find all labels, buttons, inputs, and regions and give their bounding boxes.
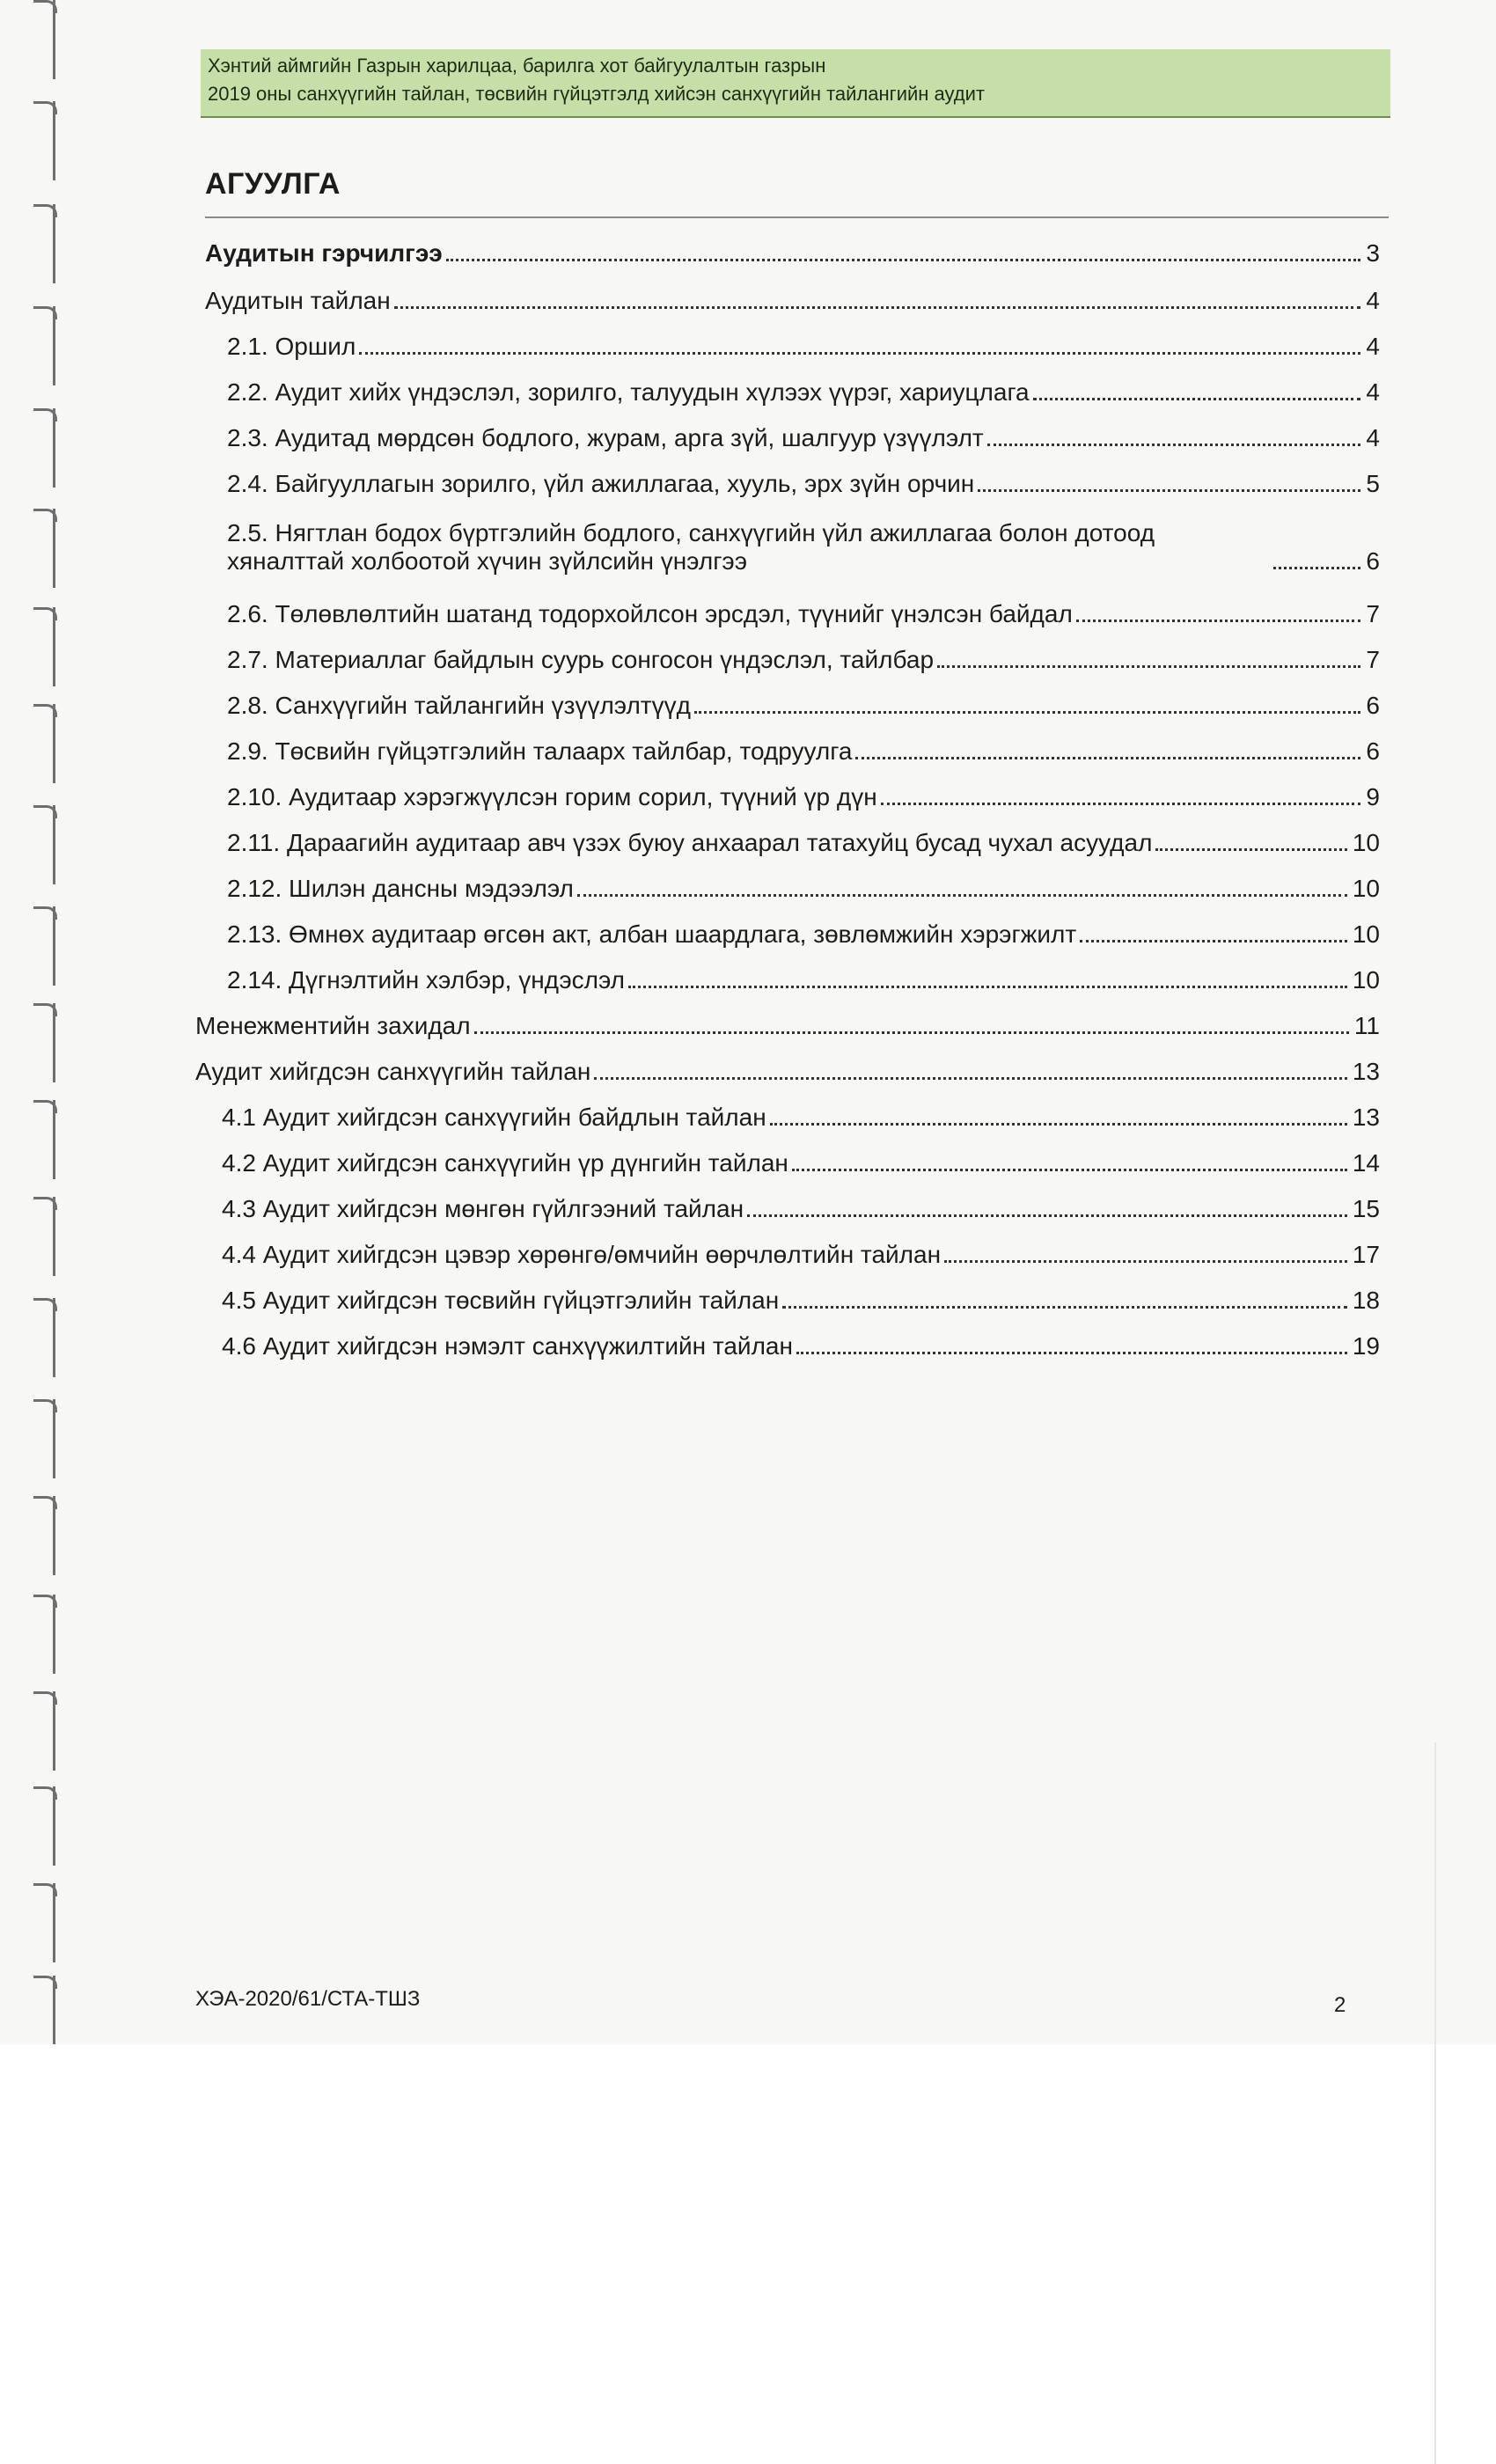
toc-entry-page: 7 xyxy=(1366,646,1380,673)
leader-dots xyxy=(1273,567,1360,569)
toc-entry-page: 5 xyxy=(1366,470,1380,497)
toc-entry-page: 9 xyxy=(1366,783,1380,810)
leader-dots xyxy=(1080,940,1347,942)
binding-ring xyxy=(33,1786,60,1866)
toc-entry-page: 13 xyxy=(1352,1058,1380,1085)
toc-entry-label: 4.3 Аудит хийгдсэн мөнгөн гүйлгээний тайлан xyxy=(222,1195,744,1222)
leader-dots xyxy=(978,489,1360,492)
leader-dots xyxy=(987,444,1361,446)
toc-entry-page: 18 xyxy=(1352,1287,1380,1314)
toc-entry-label: 2.6. Төлөвлөлтийн шатанд тодорхойлсон эрсдэл, түүнийг үнэлсэн байдал xyxy=(227,600,1073,627)
leader-dots xyxy=(944,1260,1347,1263)
toc-entry-label: 2.10. Аудитаар хэрэгжүүлсэн горим сорил, түүний үр дүн xyxy=(227,783,877,810)
header-line-1: Хэнтий аймгийн Газрын харилцаа, барилга хот байгуулалтын газрын xyxy=(208,55,826,77)
toc-entry[interactable] xyxy=(227,783,1380,811)
toc-entry-page: 19 xyxy=(1352,1332,1380,1360)
toc-entry-page: 10 xyxy=(1352,920,1380,948)
toc-entry[interactable] xyxy=(227,920,1380,949)
toc-entry-label: Аудитын гэрчилгээ xyxy=(205,239,443,267)
toc-entry[interactable] xyxy=(227,646,1380,674)
binding-ring xyxy=(33,1883,60,1962)
toc-entry-page: 4 xyxy=(1366,287,1380,314)
toc-entry-label: Аудит хийгдсэн санхүүгийн тайлан xyxy=(195,1058,591,1085)
document-code: ХЭА-2020/61/СТА-ТШЗ xyxy=(195,1987,421,2011)
toc-entry-page: 3 xyxy=(1366,239,1380,267)
scan-margin xyxy=(0,2044,1496,2464)
toc-entry[interactable] xyxy=(227,600,1380,628)
toc-entry-label: 4.5 Аудит хийгдсэн төсвийн гүйцэтгэлийн тайлан xyxy=(222,1287,780,1314)
toc-entry[interactable] xyxy=(222,1195,1380,1223)
toc-entry[interactable] xyxy=(205,239,1380,268)
toc-entry-page: 6 xyxy=(1366,692,1380,719)
toc-title: АГУУЛГА xyxy=(205,167,341,201)
toc-entry-label: 2.4. Байгууллагын зорилго, үйл ажиллагаа, хууль, эрх зүйн орчин xyxy=(227,470,975,497)
toc-entry-label: 2.7. Материаллаг байдлын суурь сонгосон үндэслэл, тайлбар xyxy=(227,646,935,673)
scan-edge-line xyxy=(1434,1742,1436,2464)
toc-entry-page: 13 xyxy=(1352,1104,1380,1131)
toc-entry-label: 4.2 Аудит хийгдсэн санхүүгийн үр дүнгийн тайлан xyxy=(222,1149,788,1177)
toc-entry-page: 6 xyxy=(1366,737,1380,765)
page-number: 2 xyxy=(1334,1993,1346,2017)
binding-ring xyxy=(33,1399,60,1478)
toc-entry-page: 4 xyxy=(1366,378,1380,406)
leader-dots xyxy=(855,757,1360,759)
leader-dots xyxy=(937,665,1360,668)
toc-entry[interactable] xyxy=(227,470,1380,498)
leader-dots xyxy=(359,352,1360,355)
leader-dots xyxy=(394,306,1361,309)
leader-dots xyxy=(446,259,1361,261)
toc-entry-label: 2.13. Өмнөх аудитаар өгсөн акт, албан шаардлага, зөвлөмжийн хэрэгжилт xyxy=(227,920,1077,948)
toc-entry-page: 11 xyxy=(1353,1012,1380,1039)
toc-entry-label: 2.2. Аудит хийх үндэслэл, зорилго, талуудын хүлээх үүрэг, хариуцлага xyxy=(227,378,1030,406)
toc-entry-page: 10 xyxy=(1352,829,1380,856)
toc-entry[interactable] xyxy=(227,737,1380,766)
toc-entry-page: 14 xyxy=(1352,1149,1380,1177)
leader-dots xyxy=(628,986,1347,988)
binding-ring xyxy=(33,1595,60,1674)
toc-entry-label: 2.9. Төсвийн гүйцэтгэлийн талаарх тайлбар, тодруулга xyxy=(227,737,853,765)
leader-dots xyxy=(1076,620,1361,622)
toc-entry[interactable] xyxy=(222,1332,1380,1360)
leader-dots xyxy=(474,1031,1349,1034)
binding-ring xyxy=(33,1691,60,1771)
toc-entry[interactable] xyxy=(195,1058,1380,1086)
toc-entry-label: 2.3. Аудитад мөрдсөн бодлого, журам, арга зүй, шалгуур үзүүлэлт xyxy=(227,424,984,451)
toc-entry-label: Менежментийн захидал xyxy=(195,1012,471,1039)
toc-entry-label: 2.5. Нягтлан бодох бүртгэлийн бодлого, санхүүгийн үйл ажиллагаа болон дотоод хяналттай холбоотой хүчин зүйлсийн үнэлгээ xyxy=(227,519,1155,575)
toc-entry-page: 6 xyxy=(1366,547,1380,575)
toc-entry-label: 2.12. Шилэн дансны мэдээлэл xyxy=(227,875,574,902)
toc-entry-label: 2.8. Санхүүгийн тайлангийн үзүүлэлтүүд xyxy=(227,692,691,719)
binding-ring xyxy=(33,1976,60,2055)
toc-entry[interactable] xyxy=(222,1149,1380,1177)
leader-dots xyxy=(694,711,1360,714)
toc-entry[interactable] xyxy=(227,692,1380,720)
toc-entry[interactable] xyxy=(227,829,1380,857)
toc-entry[interactable] xyxy=(222,1241,1380,1269)
leader-dots xyxy=(881,803,1361,805)
toc-entry[interactable] xyxy=(227,875,1380,903)
toc-entry[interactable] xyxy=(222,1104,1380,1132)
leader-dots xyxy=(792,1169,1347,1171)
toc-entry-label: 2.1. Оршил xyxy=(227,333,356,360)
leader-dots xyxy=(577,894,1347,897)
leader-dots xyxy=(1033,398,1361,400)
toc-entry[interactable] xyxy=(227,966,1380,994)
toc-entry[interactable] xyxy=(222,1287,1380,1315)
toc-entry[interactable] xyxy=(227,333,1380,361)
toc-entry-page: 7 xyxy=(1366,600,1380,627)
toc-entry[interactable] xyxy=(227,378,1380,407)
leader-dots xyxy=(782,1306,1347,1309)
header-line-2: 2019 оны санхүүгийн тайлан, төсвийн гүйцэтгэлд хийсэн санхүүгийн тайлангийн аудит xyxy=(208,83,985,105)
toc-entry-page: 15 xyxy=(1352,1195,1380,1222)
toc-entry-label: 2.14. Дүгнэлтийн хэлбэр, үндэслэл xyxy=(227,966,625,994)
toc-entry-label: Аудитын тайлан xyxy=(205,287,391,314)
toc-entry[interactable] xyxy=(195,1012,1380,1040)
toc-entry[interactable] xyxy=(205,287,1380,315)
toc-entry-page: 10 xyxy=(1352,875,1380,902)
leader-dots xyxy=(747,1214,1347,1217)
toc-entry[interactable] xyxy=(227,519,1380,576)
toc-entry-page: 4 xyxy=(1366,333,1380,360)
leader-dots xyxy=(1155,848,1346,851)
toc-entry-page: 4 xyxy=(1366,424,1380,451)
toc-entry-page: 17 xyxy=(1352,1241,1380,1268)
toc-entry-label: 4.4 Аудит хийгдсэн цэвэр хөрөнгө/өмчийн өөрчлөлтийн тайлан xyxy=(222,1241,942,1268)
toc-entry[interactable] xyxy=(227,424,1380,452)
toc-entry-label: 4.1 Аудит хийгдсэн санхүүгийн байдлын тайлан xyxy=(222,1104,766,1131)
leader-dots xyxy=(594,1077,1347,1080)
toc-entry-label: 2.11. Дараагийн аудитаар авч үзэх буюу анхаарал татахуйц бусад чухал асуудал xyxy=(227,829,1153,856)
leader-dots xyxy=(770,1123,1347,1126)
leader-dots xyxy=(796,1352,1347,1354)
binding-ring xyxy=(33,1496,60,1575)
toc-entry-label: 4.6 Аудит хийгдсэн нэмэлт санхүүжилтийн тайлан xyxy=(222,1332,793,1360)
toc-entry-page: 10 xyxy=(1352,966,1380,994)
